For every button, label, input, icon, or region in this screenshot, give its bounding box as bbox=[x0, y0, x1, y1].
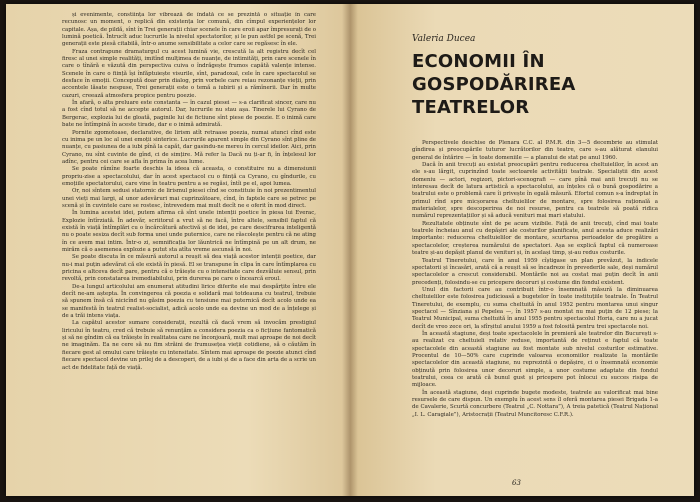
book-gutter bbox=[342, 4, 358, 496]
left-paragraph: În afară, o alta preluare este constanta — în cazul piesei — s-a clarificat sincer, care nu a fost cînd totul să ne accepte autorul. Dar, lucrurile nu stau așa. Tinerele lui Cyrano de Bergerac, explozia lui de gloată, paginile lui de fictiune sînt piese de poezie. E o inimă care bate ne întîmpină în aceste tirade, dar e o inimă admirată. bbox=[62, 100, 316, 129]
left-paragraph: În lumina acestei idei, putem afirma că sînt unele intenții poetice în piesa lui Everac, Explozie întîrziată. În adevăr, scriitorul a vrut să ne facă, între altele, sensibil faptul că există în viață întîmplări cu o încărcătură afectivă și de idei, pe care descifrarea inteligentă nu o poate sesiza decît sub forma unei unde puternice, care ne răscolește pentru că ne ating în ce avem mai intim. Într-o zi, semnificația lor lăuntrică ne întîmpină pe un alt drum, ne mirăm că o asemenea explozie a putut sta atîta vreme ascunsă în noi. bbox=[62, 210, 316, 253]
right-paragraph: Unul din factorii care au contribuit într-o însemnată măsură la diminuarea cheltuielilor este folosirea judicioasă a bugetelor în toate instituțiile teatrale. În Teatrul Tineretului, de exemplu, cu suma cheltuită în anul 1952 pentru montarea unui singur spectacol — Sînziana și Pepelea —, în 1957 s-au montat nu mai puțin de 12 piese; la Teatrul Municipal, suma cheltuită în anul 1955 pentru spectacolul Horia, care nu a jucat decît de vreo zece ori, la sfîrșitul anului 1959 a fost folosită pentru trei spectacole noi. bbox=[412, 286, 658, 330]
article-title: ECONOMII ÎN GOSPODĂRIREA TEATRELOR bbox=[412, 51, 576, 118]
left-paragraph: și evenimente, constiința lor vibrează de îndată ce se prezintă o situație în care recunosc un moment, o replică din existența lor comună, din cîmpul experiențelor lor capitale. Așa, de pildă, sînt în Trei generații chiar scenele în care eroii apar împresurați de o lumină poetică. Întrucît aduc lucrurile la nivelul spectatorilor, și le pun astfel pe scenă, Trei generații este piesă citabilă, într-o anume sensibilitate a celor care se regăsesc în ele. bbox=[62, 12, 316, 48]
left-paragraph: Fraza contrapune dramaturgul cu acest lumină vie, crescută la alt registru decît cel firesc al unei simple realități, imitînd mulțimea de nuanțe, de intimități, prin care scenele în care o tînără e văzută din perspectiva cuiva o îndrăgește frumos capătă valențe intense. Scenele în care o ființă își înfăptuiește visurile, sînt, paradoxal, cele în care spectacolul se desface în emoții. Concepută doar prin dialog, prin vorbele care reiau rezonanțe vieții, prin accentele lăsate nespuse, Trei generații este o temă a iubirii și a rămînerii. Dar în multe cazuri, creează atmosfera propice pentru poezie. bbox=[62, 48, 316, 99]
left-paragraph: Se poate discuta în ce măsură autorul a reușit să dea viață acestor intenții poetice, dar nu-i mai puțin adevărat că ele există în piesă. El se transpune în clipa în care întîmplarea cu pricina e altceva decît pare, pentru că o trăiește cu o intensitate care dezvăluie sensul, prin revoltă, prin constatarea iremediabilului, prin durerea pe care o încearcă eroul. bbox=[62, 254, 316, 283]
right-paragraph: În această stagiune, deși cuprinde bugete modeste, teatrele au valorificat mai bine resursele de care dispun. Un exemplu în acest sens îl oferă montarea piesei Brigada 1-a de Cavalerie, Scurtă concurbere (Teatrul „C. Nottara”), A treia patetică (Teatrul Național „I. L. Caragiale”), Aristocrații (Teatrul Muncitoresc C.F.R.). bbox=[412, 389, 658, 418]
left-paragraph: Pornite zgomotoase, declarative, de lirism atît retraase poezia, numai atunci cînd este cu inima pe un loc al unei emoții sinterice. Lucrurile aparent simple din Cyrano sînt pline de nuanțe, cu pasiunea de a iubi pînă la capăt, dar gasindu-ne mereu în cercul ideilor. Aici, prin Cyrano, nu sînt cuvinte de gînd, ci de simțire. Mă refer la Dacă nu ți-ar fi, în înțelesul lor adînc, pentru cei care se afla în prima în acea lume. bbox=[62, 129, 316, 165]
left-paragraph: La capătul acestor sumare considerații, rezultă că dacă vrem să invocăm prestigiul liricului în teatru, cred că trebuie să renunțăm a considera poezia ca o ficțiune fantomatică și să ne gîndim că ea trăiește în realitatea care ne înconjoară, mult mai aproape de noi decît ne imaginăm. Ea ne cere să nu fim străini de frumusețea vieții cotidiene, să o căutăm în fiecare gest al omului care trăiește cu intensitate. Sîntem mai aproape de poezie atunci cînd fiecare spectacol devine un prilej de a descoperi, de a iubi și de a face din arta de a scrie un act de fidelitate față de viață. bbox=[62, 320, 316, 371]
right-paragraph: În această stagiune, deși toate spectacolele în premieră ale teatrelor din București s-au realizat cu cheltuieli relativ reduse, importantă de reținut e faptul că toate spectacolele din această stagiune au fost montate sub nivelul costurilor estimative. Procentul de 10—50% care cuprinde valoarea economiilor realizate la montările spectacolelor din această stagiune, nu reprezintă o depășire, ci o însemnată economie obținută prin folosirea unor decoruri simple, a unor costume adaptate din fondul teatrului, ceea ce arată că bunul gust și pricepere pot înlocui cu succes risipa de mijloace. bbox=[412, 330, 658, 389]
right-paragraph: Perspectivele deschise de Plenara C.C. al P.M.R. din 3—5 decembrie au stimulat gîndirea și preocupările tuturor lucrătorilor din teatre, care s-au alăturat elanului general de întărire — în toate domeniile — a planului de stat pe anul 1960. bbox=[412, 140, 658, 161]
left-paragraph: De-a lungul articolului am enumerat atitudini lirice diferite ele mai despărțite între ele decît ne-am aștepta. În convingerea că poezia e solidară mai totdeauna cu teatrul, trebuie să spunem însă că nicicînd nu găsim poezia cu tensiune mai puternică decît acolo unde ea se manifestă în teatrul realist-socialist, adică acolo unde ea devine un mod de a înțelege și de a trăi intens viața. bbox=[62, 283, 316, 320]
right-page-text bbox=[412, 140, 658, 472]
book-spread bbox=[6, 4, 694, 496]
right-paragraph: Dacă în anii trecuți au existat preocupări pentru reducerea cheltuielilor, în acest an ele s-au lărgit, cuprinzînd toate sectoarele activității teatrale. Specialiștii din acest domeniu — actori, regizori, pictori-scenografi — care pînă mai anii trecuți nu se interesau decît de latura artistică a spectacolului, au înțeles că o bună gospodărire a teatrului este o problemă care îi privește în egală măsură. Efortul comun s-a îndreptat în primul rînd spre micșorarea cheltuielilor de montare, spre folosirea rațională a materialelor, spre descoperirea de noi resurse, pentru ca teatrele să poată ridica numărul reprezentațiilor și să aducă venituri mai mari statului. bbox=[412, 162, 658, 220]
left-paragraph: Or, noi sîntem sedusi statornic de lirismul piesei cînd se constituie în noi prezentimentul unei vieți mai largi, al unor adevăruri mai cuprinzătoare, cînd, în faptele care se petrec pe scenă și în cuvintele care se rostesc, întrevedem mai mult decît ne e oferit în mod direct. bbox=[62, 188, 316, 209]
article-author: Valeria Ducea bbox=[412, 34, 476, 44]
left-page-text bbox=[62, 12, 316, 494]
right-paragraph: Rezultatele obținute sînt de pe acum vizibile. Față de anii trecuți, cînd mai toate teatrele încheiau anul cu depășiri ale costurilor planificate, anul acesta aduce realizări importante: reducerea cheltuielilor de montare, scurtarea perioadelor de pregătire a spectacolelor, creșterea numărului de spectatori. Așa se explică faptul că numeroase teatre și-au depășit planul de venituri și, în același timp, și-au redus costurile. bbox=[412, 220, 658, 257]
right-paragraph: Teatrul Tineretului, care în anul 1959 cîștigase un plan prevăzut, la indicele spectatorii și încasări, arată că a reușit să se încadreze în prevederile sale, deși numărul spectacolelor a crescut considerabil. Montările noi au costat mai puțin decît în anii precedenți, folosindu-se cu pricepere decoruri și costume din fondul existent. bbox=[412, 257, 658, 286]
left-page bbox=[6, 4, 350, 496]
page-number: 63 bbox=[512, 479, 521, 487]
left-paragraph: Se poate rămîne foarte deschis la ideea că aceasta, o constituire nu a dimensiunii propriu-zise a spectacolului, dar în acest spectacol cu o ființă ca Cyrano, cu gîndurile, cu emoțiile spectatorului, care vine în teatru pentru a se regăsi, întîi pe el, apoi lumea. bbox=[62, 166, 316, 187]
right-page bbox=[350, 4, 694, 496]
